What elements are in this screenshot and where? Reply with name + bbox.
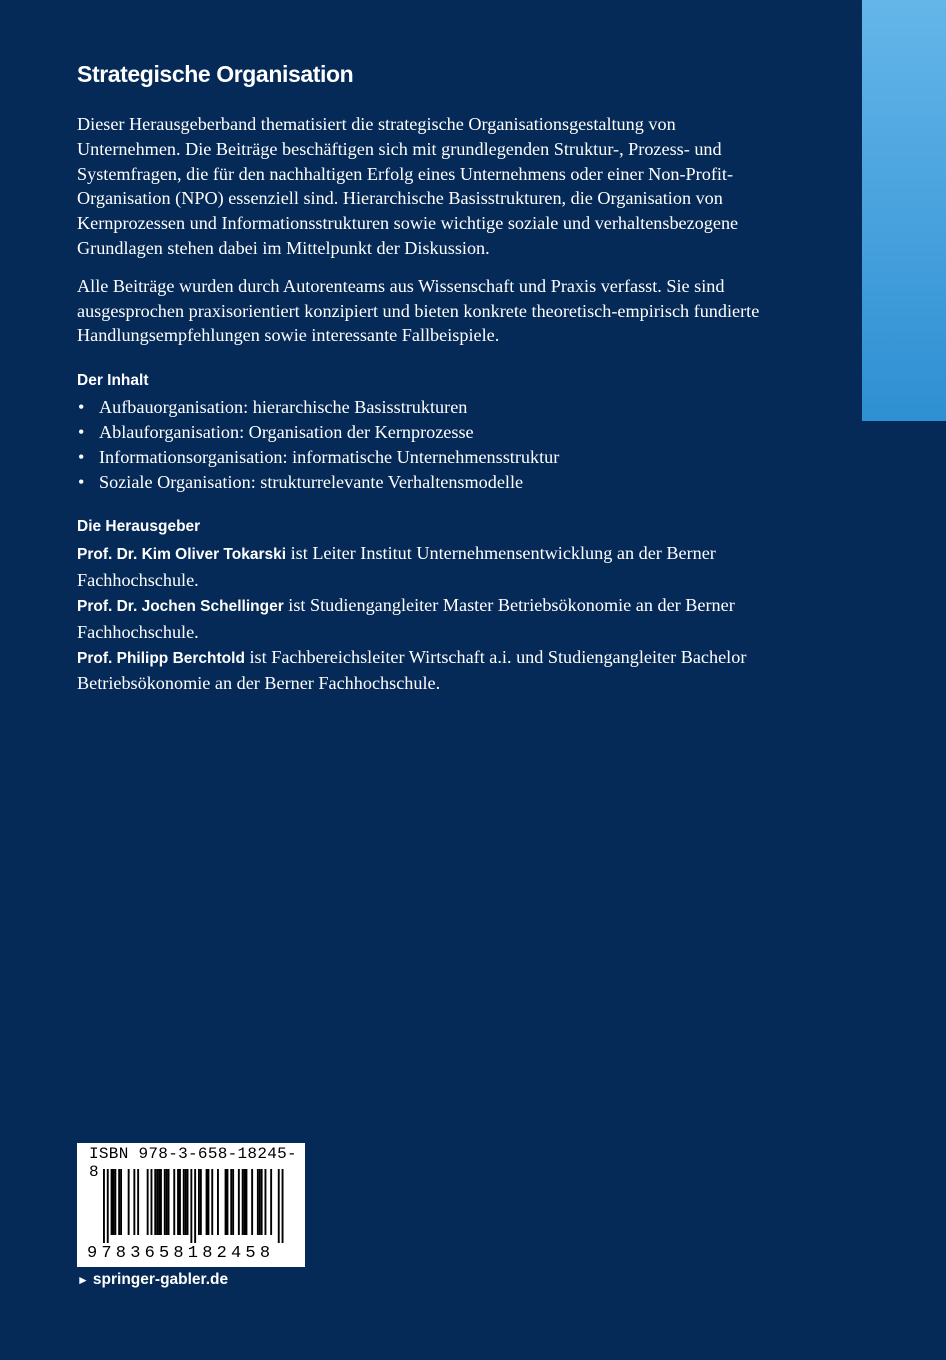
barcode-bar — [156, 1169, 158, 1235]
editor-name: Prof. Dr. Kim Oliver Tokarski — [77, 546, 287, 564]
website-url: springer-gabler.de — [92, 1271, 229, 1288]
list-item: • Aufbauorganisation: hierarchische Basisstrukturen — [77, 395, 767, 420]
barcode-bar — [242, 1169, 244, 1235]
barcode-bar — [107, 1169, 109, 1243]
barcode-icon — [77, 1169, 305, 1243]
isbn-digits: 9783658182458 — [87, 1244, 275, 1263]
barcode-bar — [227, 1169, 229, 1235]
editors-heading: Die Herausgeber — [77, 518, 201, 536]
intro-paragraph-1: Dieser Herausgeberband thematisiert die strategische Organisationsgestaltung von Unternehmen. Die Beiträge beschäftigen sich mit grundlegenden Struktur-, Prozess- und Systemfragen, die für den nachhaltigen Erfolg eines Unternehmens oder einer Non-Profit-Organisation (NPO) essenziell sind. Hierarchische Basisstrukturen, die Organisation von Kernprozessen und Informationsstrukturen sowie wichtige soziale und verhaltensbezogene Grundlagen stehen dabei im Mittelpunkt der Diskussion. — [77, 114, 739, 258]
barcode-bar — [120, 1169, 122, 1235]
barcode-bar — [179, 1169, 181, 1235]
barcode-bar — [118, 1169, 120, 1235]
bullet-icon: • — [78, 471, 85, 492]
barcode-bar — [128, 1169, 130, 1235]
barcode-bar — [137, 1169, 139, 1235]
list-item: • Informationsorganisation: informatische Unternehmensstruktur — [77, 445, 767, 470]
publisher-website[interactable] — [77, 1271, 228, 1289]
barcode-bar — [270, 1169, 272, 1235]
editor-name: Prof. Dr. Jochen Schellinger — [77, 597, 284, 615]
list-item: • Soziale Organisation: strukturrelevante Verhaltensmodelle — [77, 470, 767, 495]
barcode-bar — [173, 1169, 175, 1235]
barcode-bar — [166, 1169, 168, 1235]
barcode-bar — [282, 1169, 284, 1243]
barcode-bar — [133, 1169, 135, 1235]
barcode-bar — [154, 1169, 156, 1235]
bullet-icon: • — [78, 397, 85, 418]
barcode-bar — [232, 1169, 234, 1235]
barcode-bar — [151, 1169, 153, 1235]
barcode-bar — [103, 1169, 105, 1243]
barcode-bar — [185, 1169, 187, 1235]
content-heading: Der Inhalt — [77, 372, 149, 390]
barcode-bar — [183, 1169, 185, 1235]
content-list — [77, 395, 767, 494]
barcode-bar — [187, 1169, 189, 1235]
barcode-bar — [158, 1169, 160, 1235]
isbn-barcode — [77, 1143, 305, 1267]
barcode-bar — [265, 1169, 267, 1235]
bullet-icon: • — [78, 421, 85, 442]
barcode-bar — [246, 1169, 248, 1235]
bullet-icon: • — [78, 446, 85, 467]
barcode-bar — [111, 1169, 113, 1235]
barcode-bar — [217, 1169, 219, 1235]
barcode-bar — [147, 1169, 149, 1235]
list-item: • Ablauforganisation: Organisation der Kernprozesse — [77, 420, 767, 445]
accent-bar — [862, 0, 946, 421]
barcode-bar — [261, 1169, 263, 1235]
editor-description: ist Fachbereichsleiter Wirtschaft a.i. und Studiengangleiter Bachelor Betriebsökonomie an der Berner Fachhochschule. — [77, 646, 747, 694]
barcode-bar — [164, 1169, 166, 1235]
editor-entry — [77, 593, 767, 645]
editor-entry — [77, 645, 767, 697]
barcode-bar — [177, 1169, 179, 1235]
barcode-bar — [200, 1169, 202, 1235]
barcode-bar — [194, 1169, 196, 1243]
barcode-bar — [198, 1169, 200, 1235]
editor-description: ist Studiengangleiter Master Betriebsökonomie an der Berner Fachhochschule. — [77, 594, 735, 642]
back-cover-content — [77, 58, 767, 696]
barcode-bar — [244, 1169, 246, 1235]
intro-paragraph-2: Alle Beiträge wurden durch Autorenteams aus Wissenschaft und Praxis verfasst. Sie sind ausgesprochen praxisorientiert konzipiert und bieten konkrete theoretisch-empirisch fundierte Handlungsempfehlungen sowie interessante Fallbeispiele. — [77, 275, 760, 346]
barcode-bar — [230, 1169, 232, 1235]
barcode-bar — [257, 1169, 259, 1235]
barcode-bar — [206, 1169, 208, 1235]
editor-description: ist Leiter Institut Unternehmensentwicklung an der Berner Fachhochschule. — [77, 543, 716, 591]
barcode-bar — [190, 1169, 192, 1243]
barcode-bar — [168, 1169, 170, 1235]
barcode-bar — [278, 1169, 280, 1243]
barcode-bar — [238, 1169, 240, 1235]
barcode-bar — [160, 1169, 162, 1235]
barcode-bar — [259, 1169, 261, 1235]
barcode-bar — [251, 1169, 253, 1235]
barcode-bar — [225, 1169, 227, 1235]
barcode-bar — [208, 1169, 210, 1235]
isbn-label: ISBN 978-3-658-18245-8 — [89, 1145, 297, 1181]
editor-entry — [77, 541, 767, 593]
barcode-bar — [211, 1169, 213, 1235]
barcode-bar — [113, 1169, 115, 1235]
editor-name: Prof. Philipp Berchtold — [77, 649, 245, 667]
arrow-right-icon: ► — [77, 1273, 89, 1287]
barcode-bar — [114, 1169, 116, 1235]
book-title: Strategische Organisation — [77, 61, 354, 87]
